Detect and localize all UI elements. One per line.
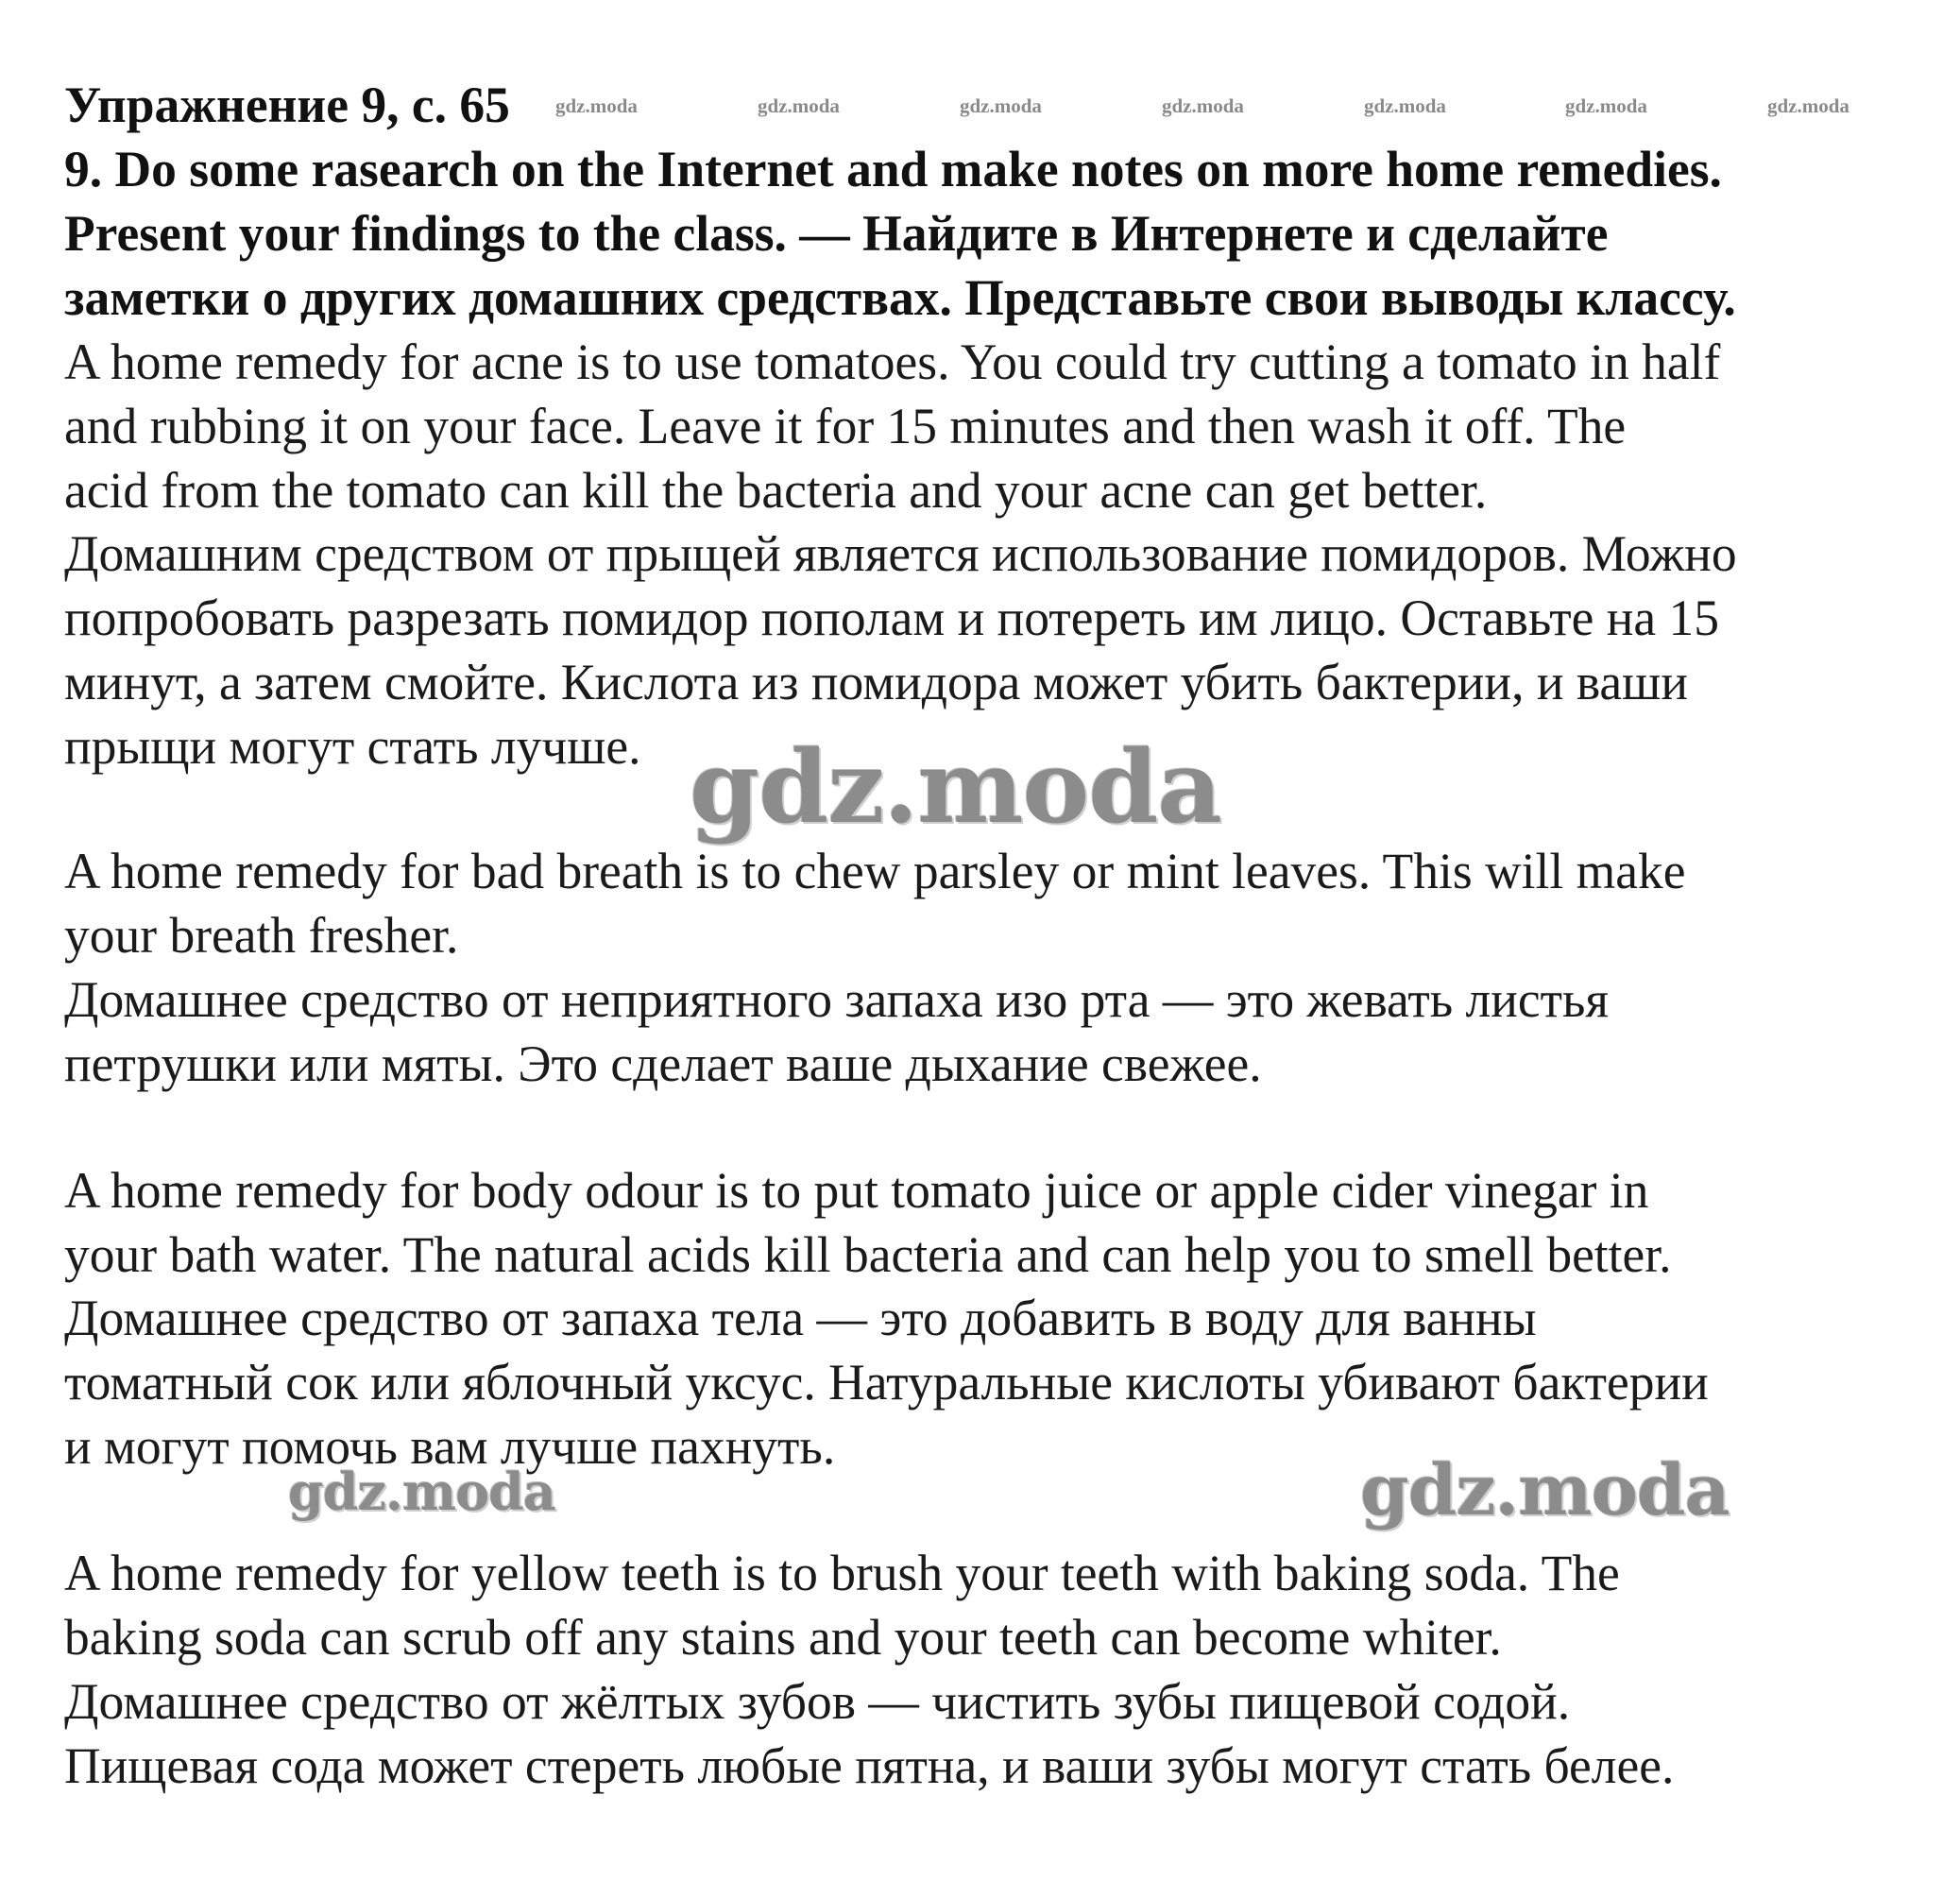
task-line: Present your findings to the class. — Найдите в Интернете и сделайте	[64, 205, 1609, 262]
answer-en-line: and rubbing it on your face. Leave it for 15 minutes and then wash it off. The	[64, 398, 1627, 454]
exercise-title: Упражнение 9, с. 65	[64, 77, 510, 133]
watermark-large: gdz.moda	[288, 1462, 555, 1522]
watermark-small: gdz.moda	[1364, 94, 1446, 117]
watermark-small: gdz.moda	[1565, 94, 1647, 117]
task-line: 9. Do some rasearch on the Internet and make notes on more home remedies.	[64, 141, 1722, 197]
answer-en-line: acid from the tomato can kill the bacteria and your acne can get better.	[64, 462, 1488, 519]
answer-en-line: A home remedy for acne is to use tomatoes. You could try cutting a tomato in half	[64, 333, 1721, 390]
answer-ru-line: прыщи могут стать лучше.	[64, 718, 641, 775]
watermark-large: gdz.moda	[1360, 1450, 1730, 1531]
watermark-small: gdz.moda	[555, 94, 638, 117]
watermark-small: gdz.moda	[758, 94, 840, 117]
answer-en-line: A home remedy for bad breath is to chew parsley or mint leaves. This will make	[64, 843, 1686, 899]
watermark-large: gdz.moda	[690, 727, 1221, 846]
answer-en-line: your bath water. The natural acids kill bacteria and can help you to smell better.	[64, 1226, 1672, 1283]
watermark-small: gdz.moda	[1162, 94, 1244, 117]
answer-ru-line: попробовать разрезать помидор пополам и потереть им лицо. Оставьте на 15	[64, 590, 1719, 646]
answer-en-line: your breath fresher.	[64, 907, 459, 964]
answer-ru-line: Домашнее средство от запаха тела — это добавить в воду для ванны	[64, 1290, 1537, 1346]
answer-ru-line: Домашнее средство от жёлтых зубов — чистить зубы пищевой содой.	[64, 1673, 1571, 1730]
answer-en-line: A home remedy for body odour is to put tomato juice or apple cider vinegar in	[64, 1162, 1649, 1219]
watermark-small: gdz.moda	[960, 94, 1042, 117]
answer-ru-line: Домашним средством от прыщей является использование помидоров. Можно	[64, 525, 1737, 582]
answer-ru-line: и могут помочь вам лучше пахнуть.	[64, 1418, 836, 1475]
answer-ru-line: томатный сок или яблочный уксус. Натуральные кислоты убивают бактерии	[64, 1354, 1709, 1411]
answer-en-line: A home remedy for yellow teeth is to brush your teeth with baking soda. The	[64, 1545, 1620, 1601]
answer-ru-line: Пищевая сода может стереть любые пятна, и ваши зубы могут стать белее.	[64, 1737, 1675, 1794]
answer-ru-line: петрушки или мяты. Это сделает ваше дыхание свежее.	[64, 1035, 1262, 1092]
answer-en-line: baking soda can scrub off any stains and your teeth can become whiter.	[64, 1609, 1502, 1666]
answer-ru-line: минут, а затем смойте. Кислота из помидора может убить бактерии, и ваши	[64, 654, 1688, 710]
watermark-small: gdz.moda	[1767, 94, 1849, 117]
task-line: заметки о других домашних средствах. Представьте свои выводы классу.	[64, 269, 1736, 326]
answer-ru-line: Домашнее средство от неприятного запаха изо рта — это жевать листья	[64, 971, 1610, 1028]
